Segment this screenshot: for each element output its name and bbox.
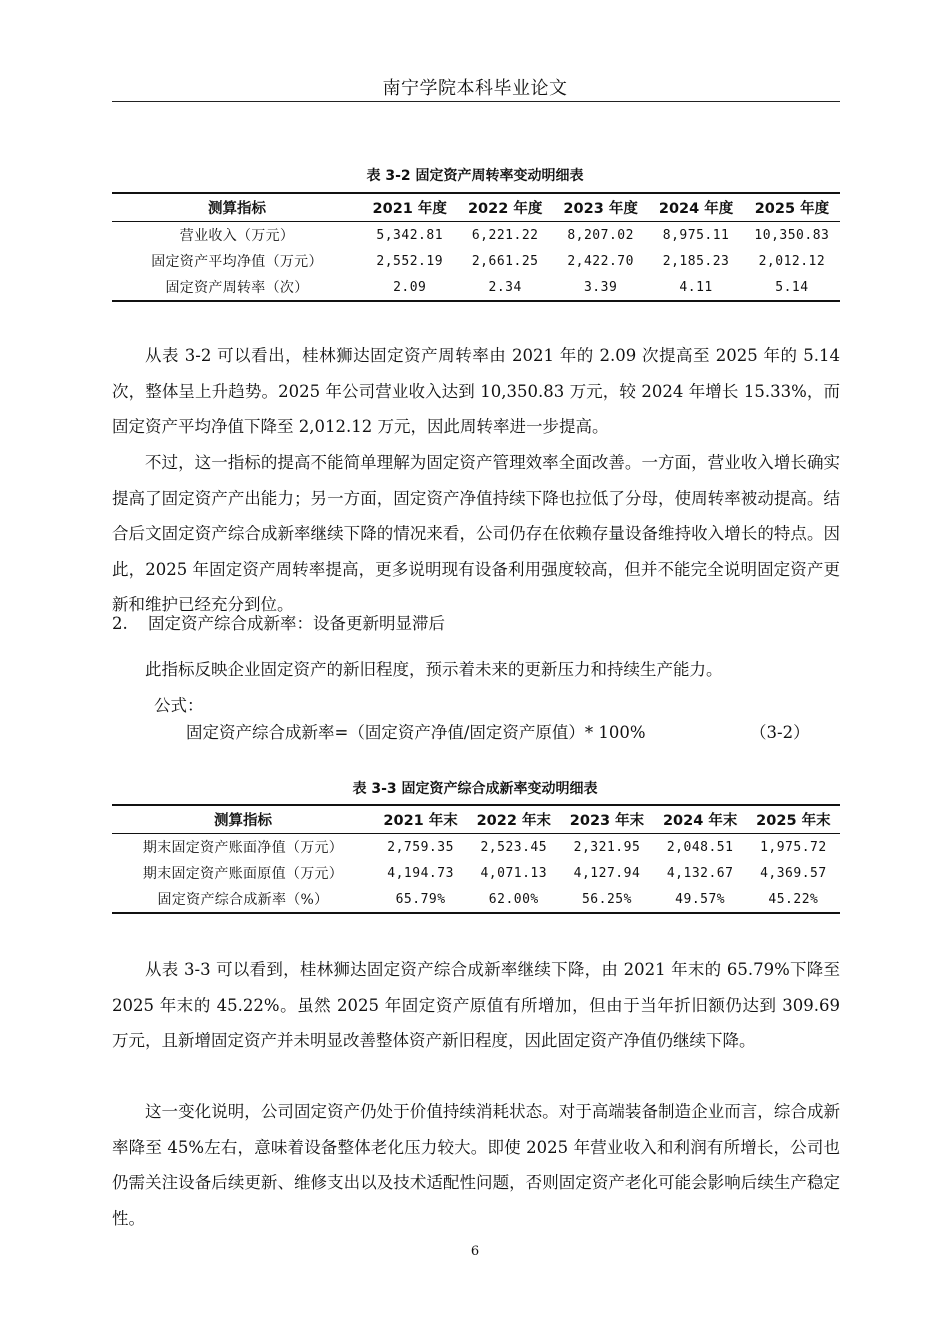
table-cell: 49.57%: [654, 886, 747, 913]
table-cell: 5.14: [744, 274, 840, 301]
table-cell: 4.11: [648, 274, 743, 301]
analysis-paragraph: 这一变化说明，公司固定资产仍处于价值持续消耗状态。对于高端装备制造企业而言，综合成新率降至 45%左右，意味着设备整体老化压力较大。即使 2025 年营业收入和利润有所增长，公司也仍需关注设备后续更新、维修支出以及技术适配性问题，否则固定资产老化可能会影响后续生产稳定性。: [112, 1102, 840, 1228]
column-header: 2023 年末: [560, 805, 653, 834]
table-row: [112, 886, 840, 913]
section-intro: 此指标反映企业固定资产的新旧程度，预示着未来的更新压力和持续生产能力。: [145, 660, 723, 679]
formula-label: 公式：: [154, 696, 204, 715]
section-heading: 固定资产综合成新率：设备更新明显滞后: [148, 614, 445, 633]
row-label: 固定资产平均净值（万元）: [151, 254, 323, 270]
table-cell: 8,207.02: [567, 227, 634, 243]
column-header: 2021 年度: [362, 193, 457, 222]
table-cell: 10,350.83: [754, 227, 830, 243]
table-cell: 6,221.22: [471, 227, 539, 243]
column-header: 2021 年末: [374, 805, 467, 834]
table-cell: 62.00%: [467, 886, 560, 913]
table-header-row: [112, 805, 840, 834]
table-3-2: [112, 192, 840, 302]
section-number: 2.: [112, 614, 128, 633]
table-cell: 2,759.35: [387, 839, 454, 855]
table-cell: 2.34: [457, 274, 552, 301]
analysis-paragraph: 不过，这一指标的提高不能简单理解为固定资产管理效率全面改善。一方面，营业收入增长确实提高了固定资产产出能力；另一方面，固定资产净值持续下降也拉低了分母，使周转率被动提高。结合后文固定资产综合成新率继续下降的情况来看，公司仍存在依赖存量设备维持收入增长的特点。因此，2025 年固定资产周转率提高，更多说明现有设备利用强度较高，但并不能完全说明固定资产更新和维护已经充分到位。: [112, 453, 840, 614]
row-label: 期末固定资产账面净值（万元）: [142, 840, 344, 856]
column-header: 2025 年度: [744, 193, 840, 222]
table-cell: 5,342.81: [376, 227, 444, 243]
table-cell: 2,422.70: [567, 253, 634, 269]
column-header: 2024 年度: [648, 193, 743, 222]
column-header: 2024 年末: [654, 805, 747, 834]
table-cell: 8,975.11: [662, 227, 730, 243]
analysis-paragraph: 从表 3-3 可以看到，桂林狮达固定资产综合成新率继续下降，由 2021 年末的 65.79%下降至 2025 年末的 45.22%。虽然 2025 年固定资产原值有所增加，但由于当年折旧额仍达到 309.69 万元，且新增固定资产并未明显改善整体资产新旧程度，因此固定资产净值仍继续下降。: [112, 960, 840, 1050]
row-label: 营业收入（万元）: [179, 228, 295, 244]
table-row: [112, 248, 840, 274]
table-3-2-caption: 表 3-2 固定资产周转率变动明细表: [366, 168, 584, 184]
table-cell: 45.22%: [747, 886, 840, 913]
table-row: [112, 222, 840, 249]
column-header: 2022 年度: [457, 193, 552, 222]
table-cell: 2,661.25: [471, 253, 539, 269]
table-cell: 2,523.45: [480, 839, 548, 855]
row-label: 固定资产周转率（次）: [112, 274, 362, 301]
table-cell: 2,048.51: [666, 839, 734, 855]
table-cell: 3.39: [553, 274, 648, 301]
table-cell: 2,552.19: [376, 253, 444, 269]
table-row: [112, 834, 840, 861]
table-row: [112, 860, 840, 886]
table-cell: 4,194.73: [387, 865, 454, 881]
table-3-3: [112, 804, 840, 914]
table-cell: 4,127.94: [573, 865, 641, 881]
table-row: [112, 274, 840, 301]
column-header: 2023 年度: [553, 193, 648, 222]
table-cell: 2,321.95: [573, 839, 641, 855]
table-cell: 4,369.57: [760, 865, 827, 881]
table-cell: 2.09: [362, 274, 457, 301]
table-cell: 1,975.72: [760, 839, 827, 855]
table-cell: 65.79%: [374, 886, 467, 913]
column-header: 2025 年末: [747, 805, 840, 834]
row-label: 固定资产综合成新率（%）: [112, 886, 374, 913]
page-number: 6: [470, 1244, 480, 1259]
row-label: 期末固定资产账面原值（万元）: [142, 866, 344, 882]
column-header: 2022 年末: [467, 805, 560, 834]
formula: 固定资产综合成新率=（固定资产净值/固定资产原值）* 100%: [186, 723, 646, 742]
table-cell: 2,185.23: [662, 253, 730, 269]
table-header-row: [112, 193, 840, 222]
header-rule: [112, 101, 840, 102]
column-header: 测算指标: [112, 193, 362, 222]
table-cell: 4,132.67: [666, 865, 734, 881]
column-header: 测算指标: [112, 805, 374, 834]
formula-number: （3-2）: [750, 723, 810, 742]
table-cell: 2,012.12: [758, 253, 826, 269]
analysis-paragraph: 从表 3-2 可以看出，桂林狮达固定资产周转率由 2021 年的 2.09 次提高至 2025 年的 5.14 次，整体呈上升趋势。2025 年公司营业收入达到 10,350.83 万元，较 2024 年增长 15.33%，而固定资产平均净值下降至 2,012.12 万元，因此周转率进一步提高。: [112, 346, 840, 436]
table-cell: 4,071.13: [480, 865, 548, 881]
page-header-title: 南宁学院本科毕业论文: [382, 78, 568, 99]
table-cell: 56.25%: [560, 886, 653, 913]
table-3-3-caption: 表 3-3 固定资产综合成新率变动明细表: [352, 781, 598, 797]
